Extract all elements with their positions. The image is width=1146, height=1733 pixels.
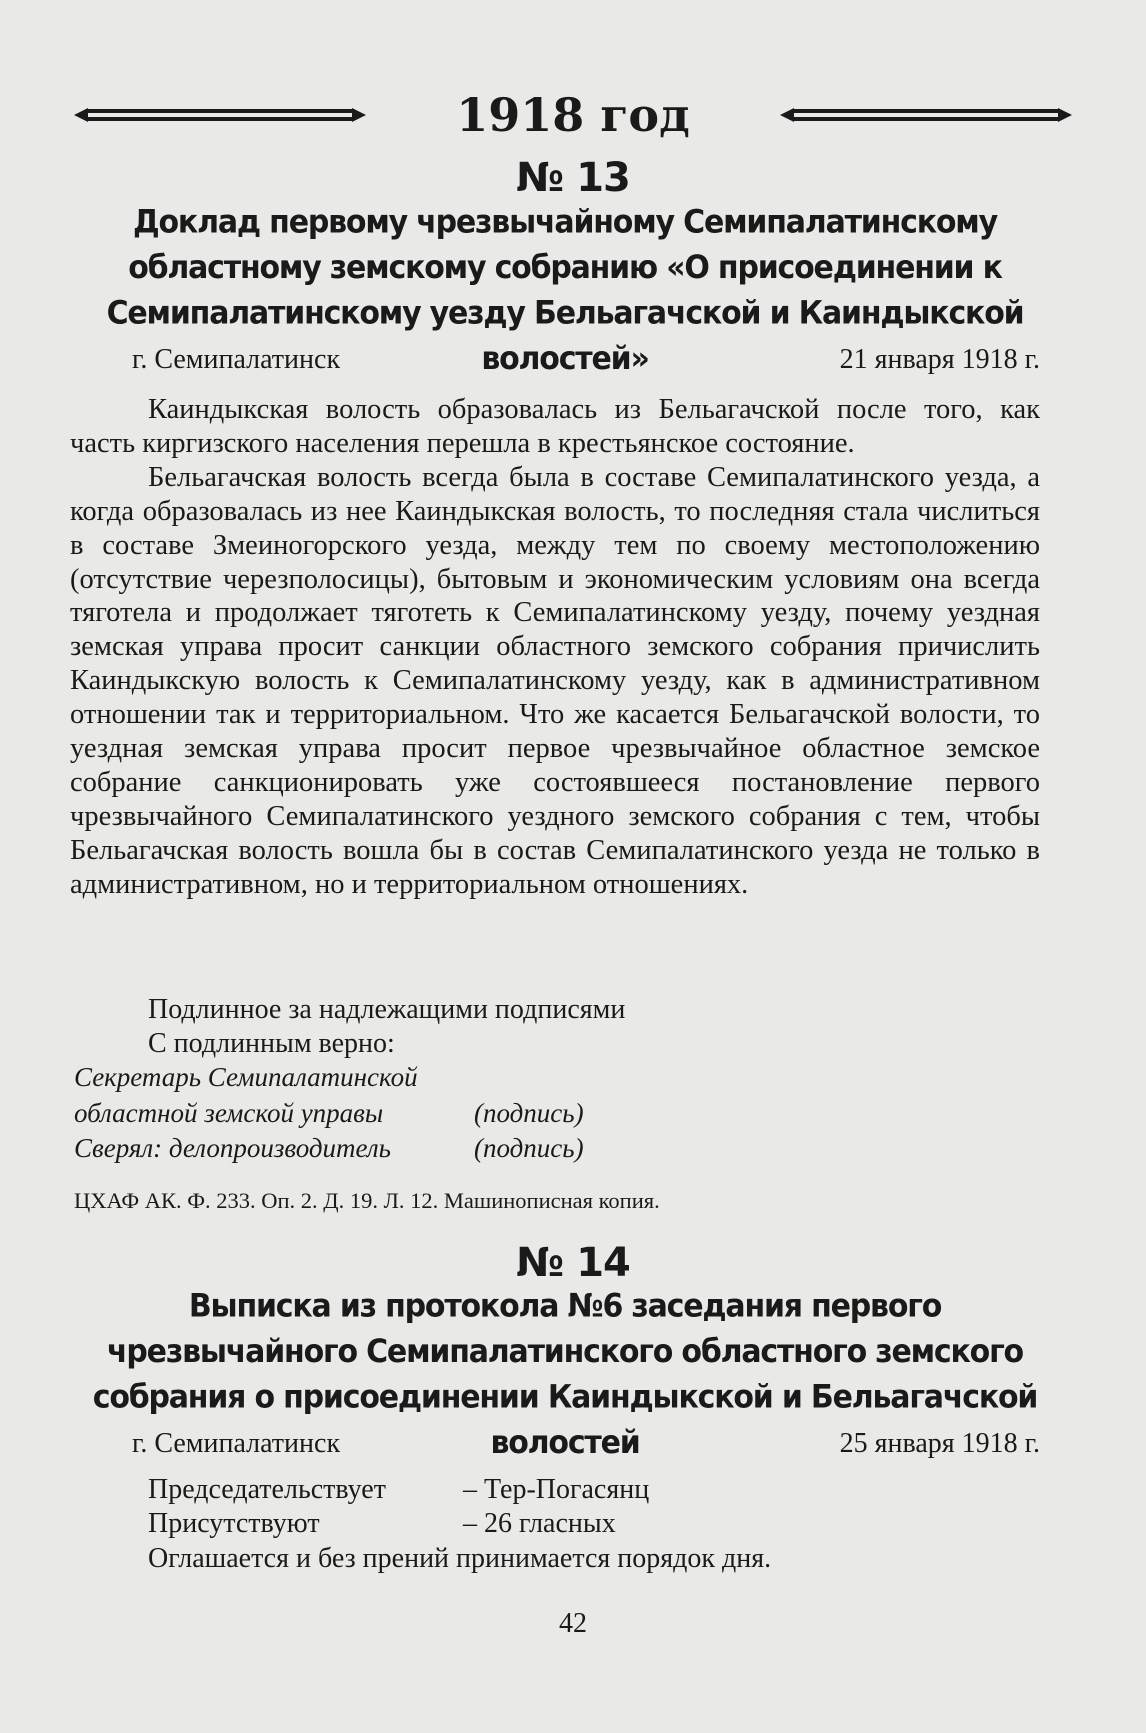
doc13-signature-line-1 — [74, 1062, 418, 1093]
chair-label: Председательствует — [148, 1474, 386, 1505]
doc13-place: г. Семипалатинск — [132, 344, 341, 375]
doc14-present-row — [148, 1508, 616, 1540]
doc13-signature-line-2 — [74, 1098, 584, 1129]
signature-title: областной земской управы — [74, 1098, 384, 1128]
signature-mark: (подпись) — [474, 1098, 584, 1128]
doc14-title: Выписка из протокола №6 заседания первого чрезвычайного Семипалатинского областного земского собрания о присоединении Каиндыкской и Бельагачской волостей — [92, 1287, 1038, 1462]
chair-value: – Тер-Погасянц — [463, 1474, 650, 1505]
doc14-place-date — [70, 1428, 1040, 1460]
doc14-agenda: Оглашается и без прений принимается порядок дня. — [148, 1543, 772, 1574]
year-heading: 1918 год — [456, 88, 690, 142]
doc14-chair-row — [148, 1474, 650, 1506]
doc13-paragraph-1: Каиндыкская волость образовалась из Бельагачской после того, как часть киргизского населения перешла в крестьянское состояние. — [70, 394, 1040, 459]
section-header — [70, 88, 1076, 142]
signature-title: Сверял: делопроизводитель — [74, 1133, 391, 1163]
page-number: 42 — [559, 1608, 587, 1639]
doc13-copy-note: С подлинным верно: — [148, 1028, 395, 1059]
left-ornament-rule — [70, 100, 370, 130]
doc13-paragraph-2: Бельагачская волость всегда была в составе Семипалатинского уезда, а когда образовалась из нее Каиндыкская волость, то последняя стала числиться в составе Змеиногорского уезда, между тем по своему местоположению (отсутствие черезполосицы), бытовым и экономическим условиям она всегда тяготела и продолжает тяготеть к Семипалатинскому уезду, почему уездная земская управа просит санкции областного земского собрания причислить Каиндыкскую волость к Семипалатинскому уезду, как в административном отношении так и территориальном. Что же касается Бельагачской волости, то уездная земская управа просит первое чрезвычайное областное земское собрание санкционировать уже состоявшееся постановление первого чрезвычайного Семипалатинского уездного земского собрания с тем, чтобы Бельагачская волость вошла бы в состав Семипалатинского уезда не только в административном, но и территориальном отношениях. — [70, 461, 1040, 900]
doc13-title: Доклад первому чрезвычайному Семипалатинскому областному земскому собранию «О присоединении к Семипалатинскому уезду Бельагачской и Каиндыкской волостей» — [106, 203, 1024, 378]
doc13-signature-line-3 — [74, 1133, 584, 1164]
doc13-body — [70, 393, 1040, 902]
signature-title: Секретарь Семипалатинской — [74, 1062, 418, 1092]
doc14-number: № 14 — [516, 1240, 630, 1286]
doc13-original-note: Подлинное за надлежащими подписями — [148, 994, 626, 1025]
doc14-place: г. Семипалатинск — [132, 1428, 341, 1459]
doc13-number: № 13 — [516, 155, 630, 201]
signature-mark: (подпись) — [474, 1133, 584, 1163]
doc13-archive-reference: ЦХАФ АК. Ф. 233. Оп. 2. Д. 19. Л. 12. Машинописная копия. — [74, 1188, 660, 1213]
doc14-date: 25 января 1918 г. — [839, 1428, 1040, 1459]
right-ornament-rule — [776, 100, 1076, 130]
doc13-place-date — [70, 344, 1040, 376]
present-value: – 26 гласных — [463, 1508, 616, 1539]
present-label: Присутствуют — [148, 1508, 320, 1539]
doc13-date: 21 января 1918 г. — [839, 344, 1040, 375]
